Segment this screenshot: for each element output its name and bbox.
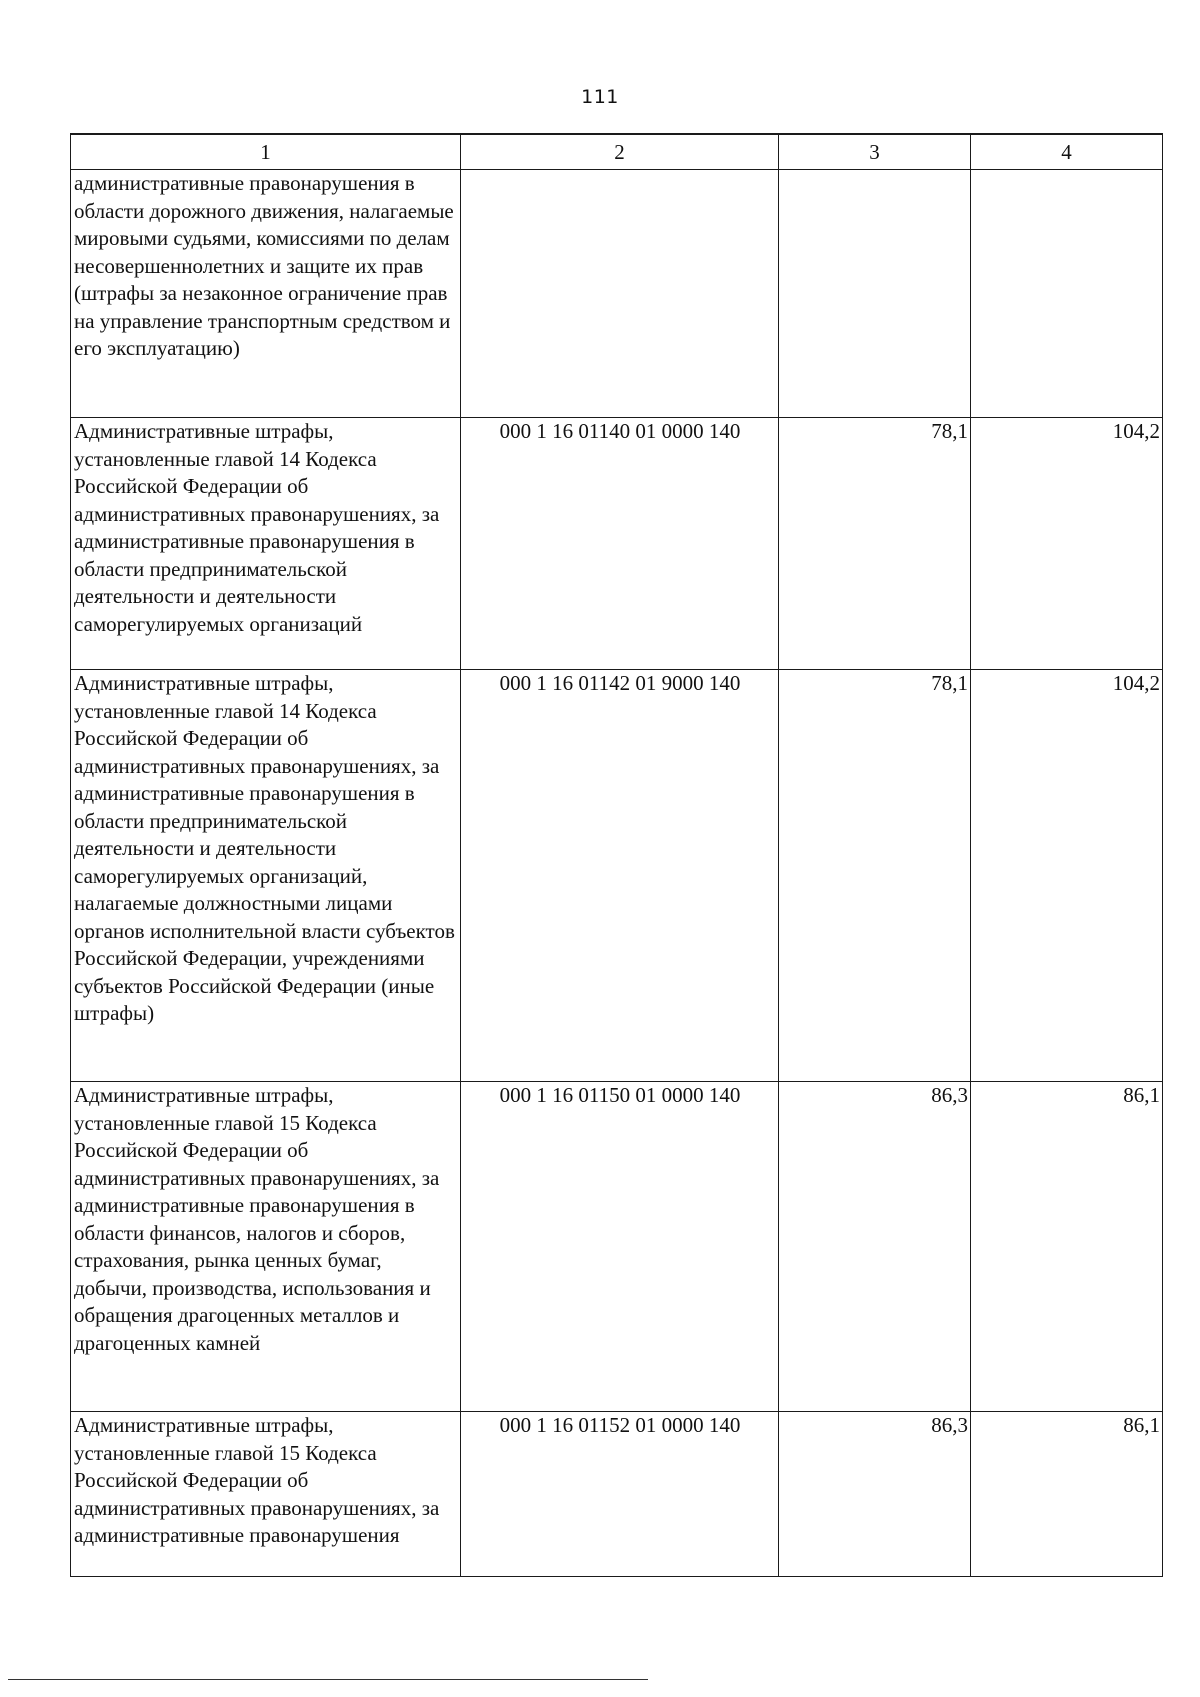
row-value-4: 86,1: [971, 1082, 1163, 1412]
row-code: 000 1 16 01150 01 0000 140: [461, 1082, 779, 1412]
row-code: [461, 170, 779, 418]
table-row: [71, 670, 1163, 1082]
header-col-4: 4: [971, 134, 1163, 170]
row-value-3: 78,1: [779, 670, 971, 1082]
row-code: 000 1 16 01142 01 9000 140: [461, 670, 779, 1082]
row-name: Административные штрафы, установленные главой 15 Кодекса Российской Федерации об административных правонарушениях, за административные правонарушения в области финансов, налогов и сборов, страхования, рынка ценных бумаг, добычи, производства, использования и обращения драгоценных металлов и драгоценных камней: [71, 1082, 461, 1412]
row-value-4: 104,2: [971, 418, 1163, 670]
table-row: [71, 1412, 1163, 1577]
table-row: [71, 170, 1163, 418]
row-name: Административные штрафы, установленные главой 14 Кодекса Российской Федерации об административных правонарушениях, за административные правонарушения в области предпринимательской деятельности и деятельности саморегулируемых организаций, налагаемые должностными лицами органов исполнительной власти субъектов Российской Федерации, учреждениями субъектов Российской Федерации (иные штрафы): [71, 670, 461, 1082]
row-value-3: 86,3: [779, 1412, 971, 1577]
row-name: административные правонарушения в области дорожного движения, налагаемые мировыми судьями, комиссиями по делам несовершеннолетних и защите их прав (штрафы за незаконное ограничение прав на управление транспортным средством и его эксплуатацию): [71, 170, 461, 418]
table-row: [71, 1082, 1163, 1412]
row-name: Административные штрафы, установленные главой 14 Кодекса Российской Федерации об административных правонарушениях, за административные правонарушения в области предпринимательской деятельности и деятельности саморегулируемых организаций: [71, 418, 461, 670]
row-value-3: 86,3: [779, 1082, 971, 1412]
budget-table: [70, 133, 1163, 1577]
row-value-3: [779, 170, 971, 418]
row-value-4: 86,1: [971, 1412, 1163, 1577]
table-row: [71, 418, 1163, 670]
page-number: 111: [581, 86, 619, 108]
row-code: 000 1 16 01140 01 0000 140: [461, 418, 779, 670]
table-header-row: [71, 134, 1163, 170]
row-value-4: [971, 170, 1163, 418]
row-value-4: 104,2: [971, 670, 1163, 1082]
header-col-3: 3: [779, 134, 971, 170]
header-col-2: 2: [461, 134, 779, 170]
row-value-3: 78,1: [779, 418, 971, 670]
row-name: Административные штрафы, установленные главой 15 Кодекса Российской Федерации об административных правонарушениях, за административные правонарушения: [71, 1412, 461, 1577]
page-bottom-rule: [8, 1679, 648, 1680]
header-col-1: 1: [71, 134, 461, 170]
row-code: 000 1 16 01152 01 0000 140: [461, 1412, 779, 1577]
